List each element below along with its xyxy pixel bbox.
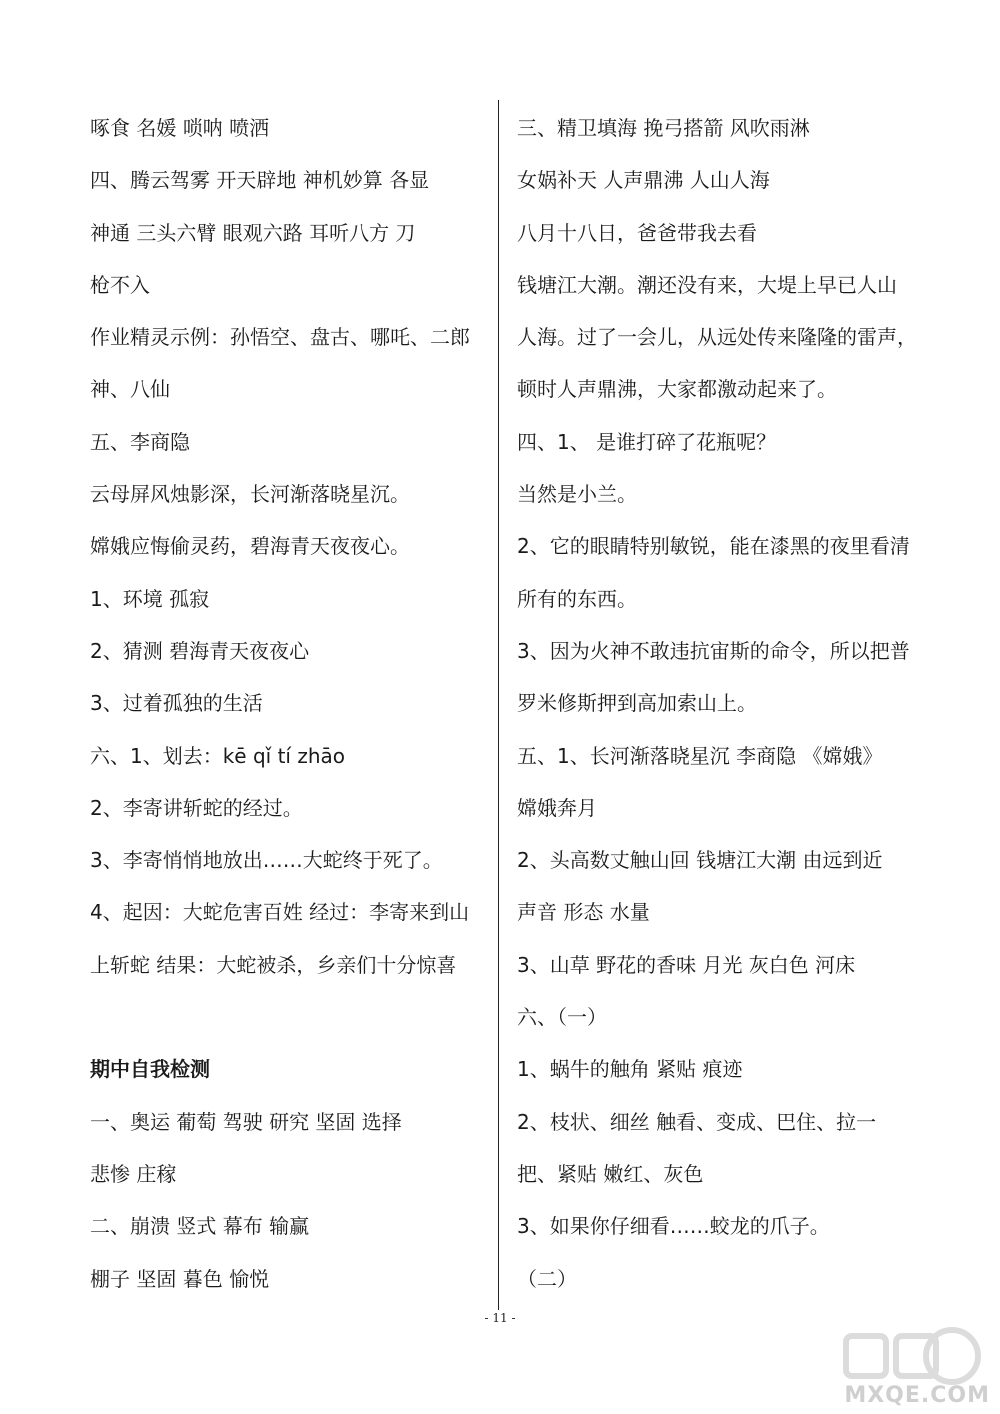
right-column-line: （二） [517, 1266, 577, 1291]
right-column-line: 顿时人声鼎沸，大家都激动起来了。 [517, 377, 837, 402]
left-column-line: 四、腾云驾雾 开天辟地 神机妙算 各显 [90, 168, 430, 193]
left-column-line: 二、崩溃 竖式 幕布 输赢 [90, 1214, 310, 1239]
left-column-line: 神、八仙 [90, 377, 170, 402]
left-column-line: 枪不入 [90, 272, 150, 297]
left-column-line: 作业精灵示例：孙悟空、盘古、哪吒、二郎 [90, 325, 470, 350]
left-column-line: 期中自我检测 [90, 1057, 210, 1082]
left-column-line: 上斩蛇 结果：大蛇被杀，乡亲们十分惊喜 [90, 952, 457, 977]
right-column-line: 五、1、长河渐落晓星沉 李商隐 《嫦娥》 [517, 743, 883, 768]
left-column [90, 102, 490, 1305]
left-column-line: 3、过着孤独的生活 [90, 691, 263, 716]
right-column-line: 八月十八日，爸爸带我去看 [517, 220, 757, 245]
right-column-line: 声音 形态 水量 [517, 900, 650, 925]
right-column-line: 2、头高数丈触山回 钱塘江大潮 由远到近 [517, 848, 883, 873]
right-column-line: 2、枝状、细丝 触看、变成、巴住、拉一 [517, 1109, 877, 1134]
right-column-line: 三、精卫填海 挽弓搭箭 风吹雨淋 [517, 116, 810, 140]
left-column-line: 一、奥运 葡萄 驾驶 研究 坚固 选择 [90, 1109, 402, 1134]
left-column-line [90, 991, 490, 1043]
left-column-line: 六、1、划去：kē qǐ tí zhāo [90, 743, 345, 768]
left-column-line: 云母屏风烛影深，长河渐落晓星沉。 [90, 482, 410, 507]
right-column [517, 102, 917, 1305]
left-column-line: 啄食 名媛 唢呐 喷洒 [90, 116, 270, 140]
watermark-text: MXQE.COM [844, 1383, 990, 1408]
right-column-line: 1、蜗牛的触角 紧贴 痕迹 [517, 1057, 743, 1082]
left-column-line: 2、猜测 碧海青天夜夜心 [90, 638, 310, 663]
right-column-line: 2、它的眼睛特别敏锐，能在漆黑的夜里看清 [517, 534, 910, 559]
right-column-line: 3、因为火神不敢违抗宙斯的命令，所以把普 [517, 638, 910, 663]
left-column-line: 1、环境 孤寂 [90, 586, 210, 611]
left-column-line: 4、起因：大蛇危害百姓 经过：李寄来到山 [90, 900, 470, 925]
left-column-line: 2、李寄讲斩蛇的经过。 [90, 795, 303, 820]
left-column-line: 棚子 坚固 暮色 愉悦 [90, 1266, 270, 1291]
page-number: - 11 - [484, 1311, 516, 1325]
right-column-line: 所有的东西。 [517, 586, 637, 611]
right-column-line: 当然是小兰。 [517, 482, 637, 507]
right-column-line: 把、紧贴 嫩红、灰色 [517, 1161, 704, 1186]
left-column-line: 嫦娥应悔偷灵药，碧海青天夜夜心。 [90, 534, 410, 559]
right-column-line: 六、（一） [517, 1005, 607, 1030]
left-column-line: 五、李商隐 [90, 429, 190, 454]
left-column-line: 神通 三头六臂 眼观六路 耳听八方 刀 [90, 220, 416, 245]
left-column-line: 悲惨 庄稼 [90, 1161, 177, 1186]
right-column-line: 3、山草 野花的香味 月光 灰白色 河床 [517, 952, 856, 977]
right-column-line: 人海。过了一会儿，从远处传来隆隆的雷声， [517, 325, 917, 350]
right-column-line: 钱塘江大潮。潮还没有来，大堤上早已人山 [517, 272, 897, 297]
left-column-line: 3、李寄悄悄地放出……大蛇终于死了。 [90, 848, 443, 873]
column-divider [498, 100, 499, 1310]
right-column-line: 嫦娥奔月 [517, 795, 597, 820]
right-column-line: 3、如果你仔细看……蛟龙的爪子。 [517, 1214, 830, 1239]
right-column-line: 四、1、 是谁打碎了花瓶呢？ [517, 429, 777, 454]
right-column-line: 罗米修斯押到高加索山上。 [517, 691, 757, 716]
right-column-line: 女娲补天 人声鼎沸 人山人海 [517, 168, 770, 193]
